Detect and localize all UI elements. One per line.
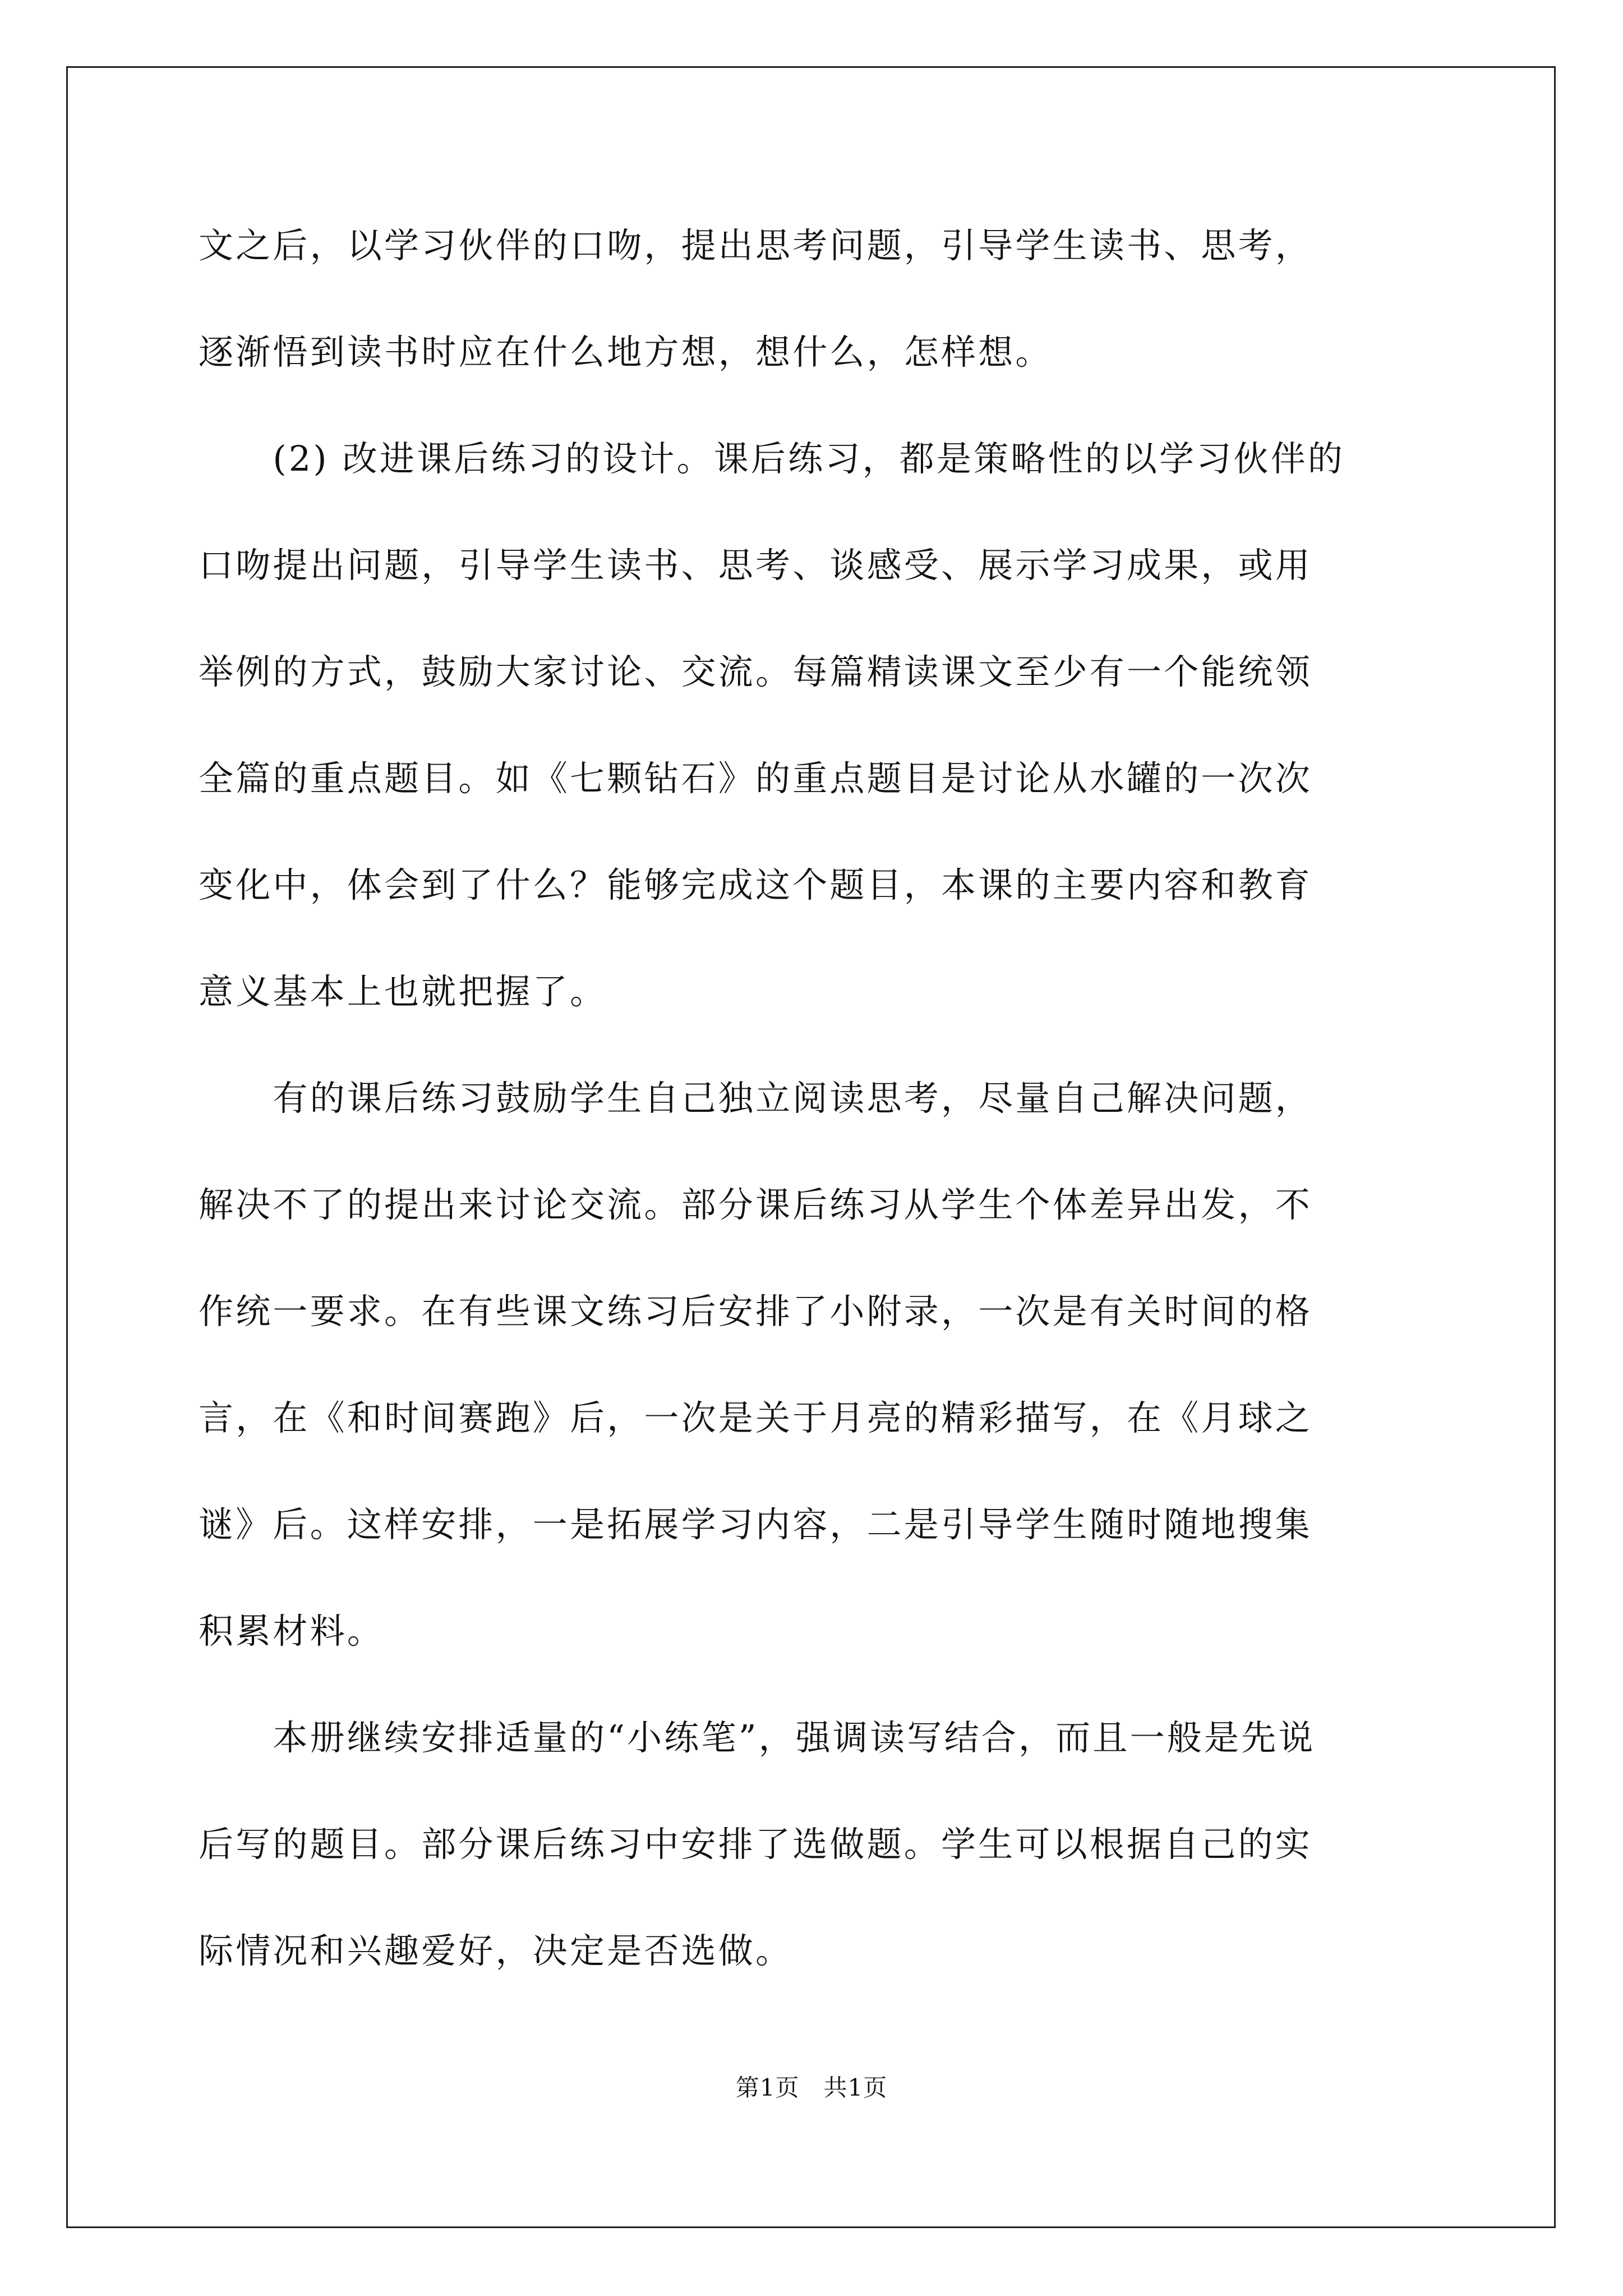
text-line: 变化中，体会到了什么？能够完成这个题目，本课的主要内容和教育 [199, 864, 1313, 905]
text-line: 解决不了的提出来讨论交流。部分课后练习从学生个体差异出发，不 [199, 1184, 1313, 1225]
text-line: (2) 改进课后练习的设计。课后练习，都是策略性的以学习伙伴的 [199, 438, 1345, 479]
text-line: 作统一要求。在有些课文练习后安排了小附录，一次是有关时间的格 [199, 1291, 1313, 1332]
text-line: 举例的方式，鼓励大家讨论、交流。每篇精读课文至少有一个能统领 [199, 651, 1313, 692]
page-border [66, 66, 1556, 2228]
text-line: 全篇的重点题目。如《七颗钻石》的重点题目是讨论从水罐的一次次 [199, 758, 1313, 799]
text-line: 际情况和兴趣爱好，决定是否选做。 [199, 1930, 793, 1971]
page-number-footer: 第1页 共1页 [735, 2074, 888, 2101]
text-line: 积累材料。 [199, 1611, 385, 1651]
text-line: 逐渐悟到读书时应在什么地方想，想什么，怎样想。 [199, 332, 1053, 372]
text-line: 后写的题目。部分课后练习中安排了选做题。学生可以根据自己的实 [199, 1824, 1313, 1865]
text-line: 本册继续安排适量的“小练笔”，强调读写结合，而且一般是先说 [199, 1717, 1316, 1758]
text-line: 意义基本上也就把握了。 [199, 971, 607, 1012]
text-line: 文之后，以学习伙伴的口吻，提出思考问题，引导学生读书、思考， [199, 225, 1313, 266]
text-line: 谜》后。这样安排，一是拓展学习内容，二是引导学生随时随地搜集 [199, 1504, 1313, 1545]
text-line: 言，在《和时间赛跑》后，一次是关于月亮的精彩描写，在《月球之 [199, 1397, 1313, 1438]
text-line: 有的课后练习鼓励学生自己独立阅读思考，尽量自己解决问题， [199, 1078, 1313, 1119]
text-line: 口吻提出问题，引导学生读书、思考、谈感受、展示学习成果，或用 [199, 545, 1313, 586]
